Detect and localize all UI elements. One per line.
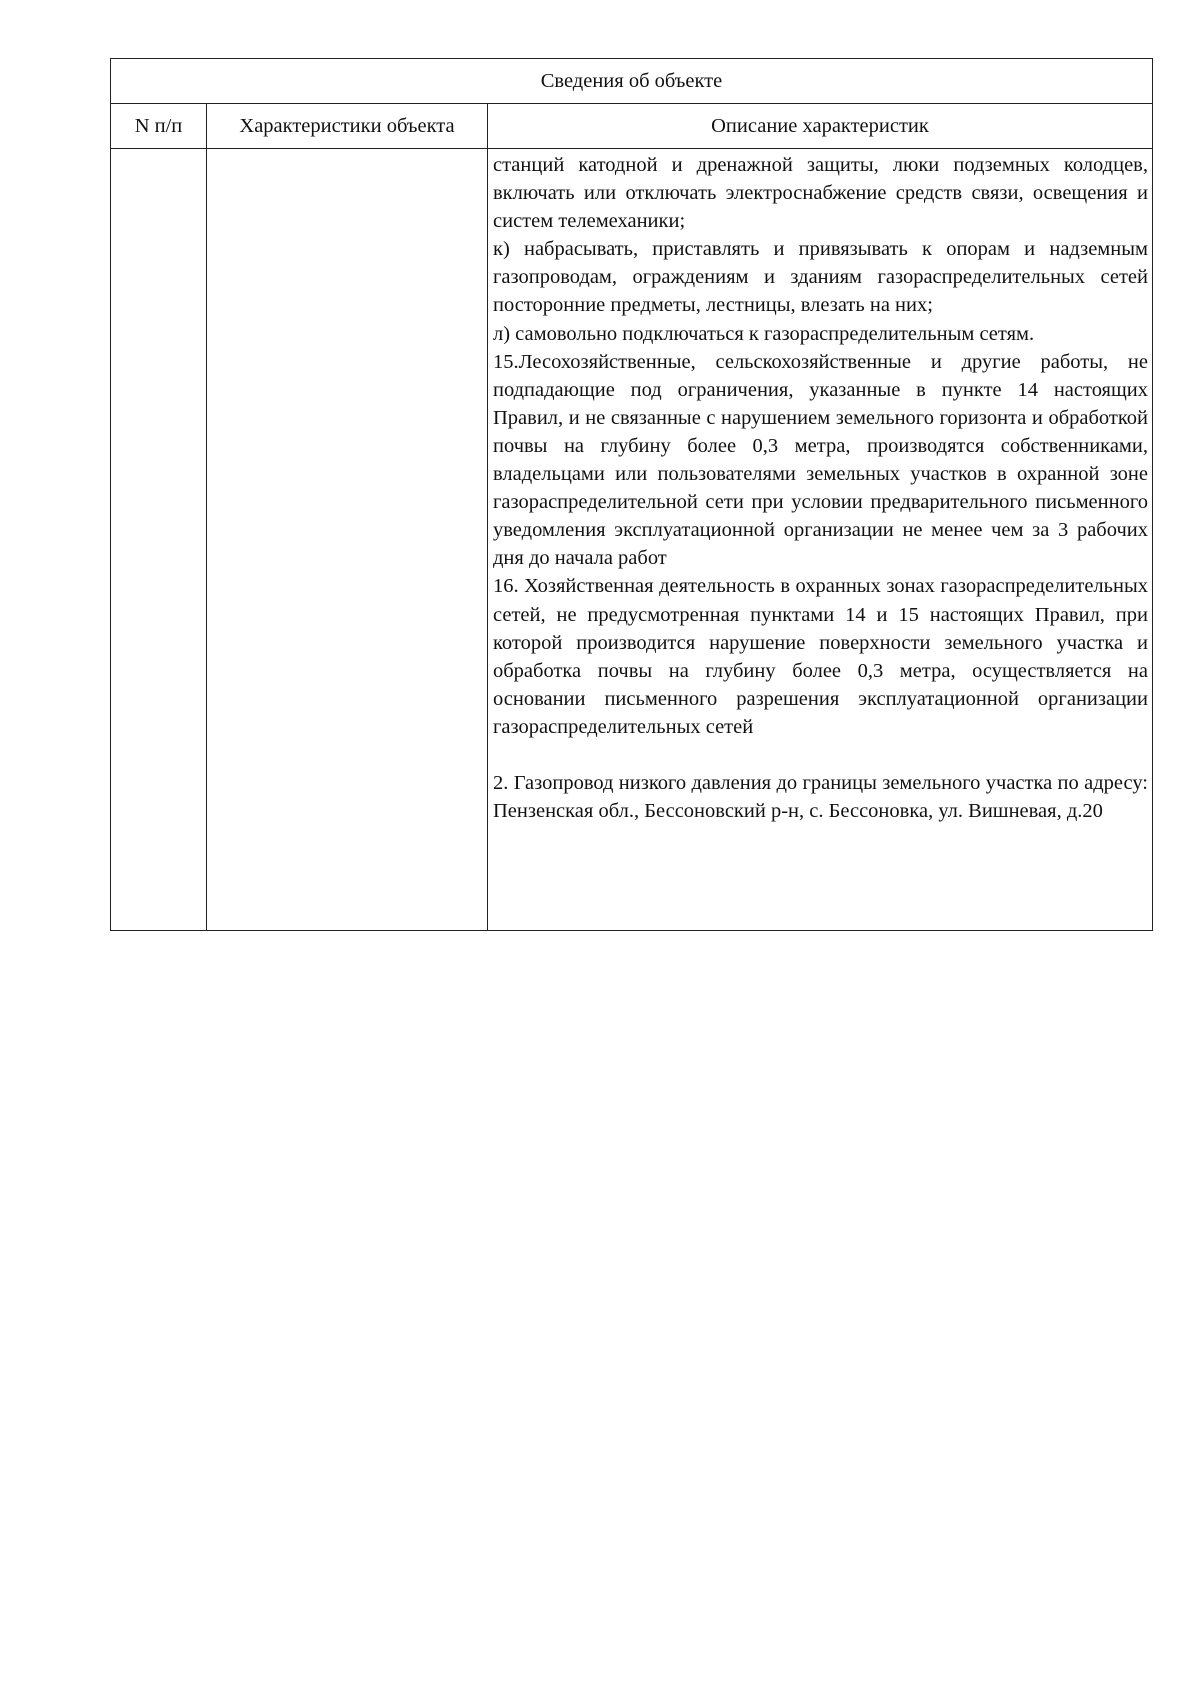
table-caption: Сведения об объекте (111, 59, 1153, 104)
table-header-row (111, 104, 1153, 149)
header-description: Описание характеристик (488, 104, 1153, 149)
object-info-table (110, 58, 1153, 931)
header-number: N п/п (111, 104, 207, 149)
row-number-cell (111, 149, 207, 931)
description-paragraph: станций катодной и дренажной защиты, люки подземных колодцев, включать или отключать электроснабжение средств связи, освещения и систем телемеханики; (493, 154, 1148, 233)
description-paragraph: 16. Хозяйственная деятельность в охранных зонах газораспределительных сетей, не предусмотренная пунктами 14 и 15 настоящих Правил, при которой производится нарушение поверхности земельного участка и обработка почвы на глубину более 0,3 метра, осуществляется на основании письменного разрешения эксплуатационной организации газораспределительных сетей (493, 575, 1148, 738)
description-paragraph: к) набрасывать, приставлять и привязывать к опорам и надземным газопроводам, ограждениям и зданиям газораспределительных сетей посторонние предметы, лестницы, влезать на них; (493, 238, 1148, 317)
row-description-cell (488, 149, 1153, 931)
row-characteristics-cell (207, 149, 488, 931)
table-row (111, 149, 1153, 931)
header-characteristics: Характеристики объекта (207, 104, 488, 149)
table-caption-row (111, 59, 1153, 104)
description-paragraph: 15.Лесохозяйственные, сельскохозяйственные и другие работы, не подпадающие под ограничения, указанные в пункте 14 настоящих Правил, и не связанные с нарушением земельного горизонта и обработкой почвы на глубину более 0,3 метра, производятся собственниками, владельцами или пользователями земельных участков в охранной зоне газораспределительной сети при условии предварительного письменного уведомления эксплуатационной организации не менее чем за 3 рабочих дня до начала работ (493, 350, 1148, 570)
description-paragraph: 2. Газопровод низкого давления до границы земельного участка по адресу: Пензенская обл., Бессоновский р-н, с. Бессоновка, ул. Вишневая, д.20 (493, 771, 1148, 823)
description-paragraph: л) самовольно подключаться к газораспределительным сетям. (493, 322, 1035, 345)
